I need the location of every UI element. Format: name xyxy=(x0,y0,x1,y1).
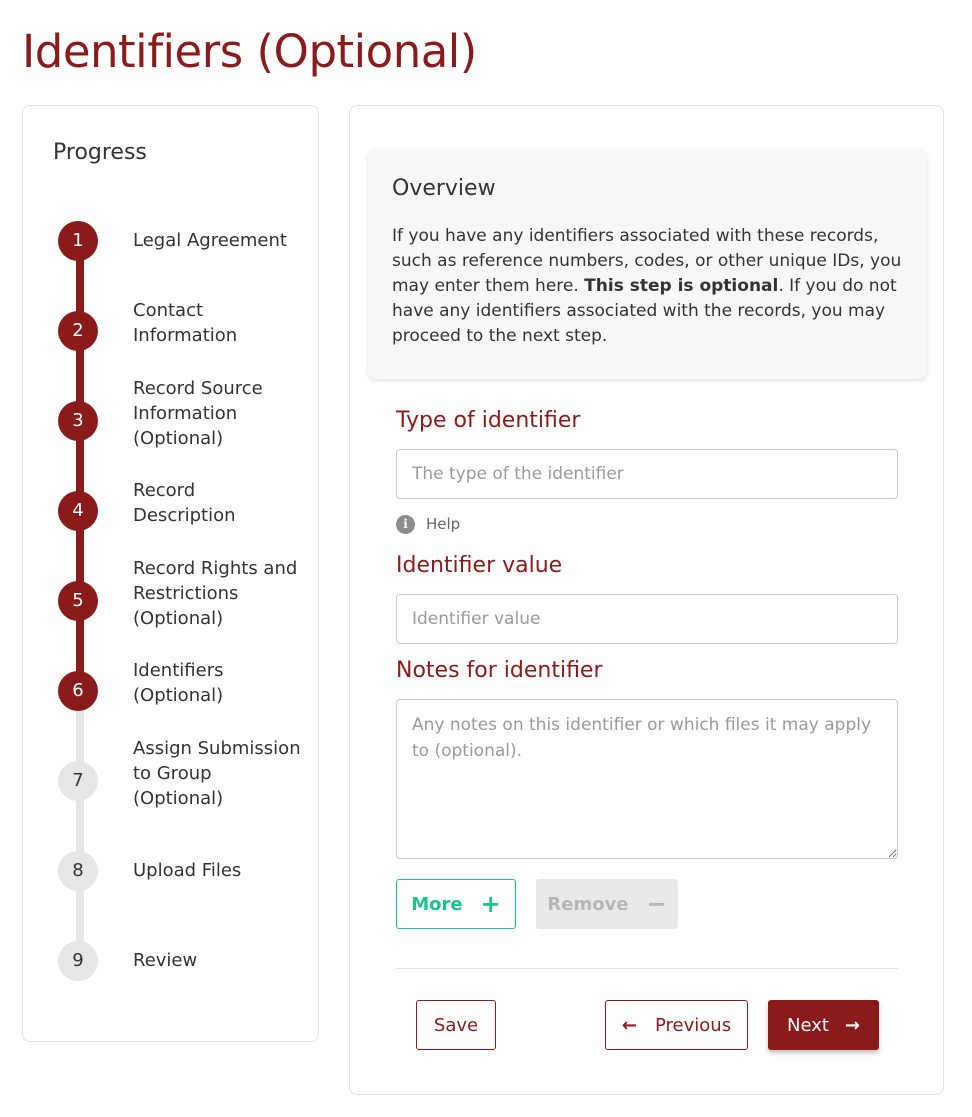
info-icon: i xyxy=(396,515,415,534)
step-number-badge: 1 xyxy=(58,221,98,261)
save-button[interactable] xyxy=(416,1000,496,1050)
remove-button[interactable] xyxy=(536,879,678,929)
progress-step-6[interactable] xyxy=(58,660,308,711)
step-number-badge: 4 xyxy=(58,491,98,531)
progress-step-5[interactable] xyxy=(58,558,308,629)
progress-line-complete xyxy=(76,241,84,691)
progress-heading: Progress xyxy=(53,140,147,165)
form-divider xyxy=(396,968,898,969)
next-button-label: Next xyxy=(786,1014,829,1036)
step-number-badge: 5 xyxy=(58,581,98,621)
previous-button-label: Previous xyxy=(655,1014,732,1036)
overview-panel xyxy=(368,148,927,379)
step-label: Review xyxy=(133,950,198,971)
step-label: Assign Submission to Group (Optional) xyxy=(133,738,301,809)
type-of-identifier-input[interactable] xyxy=(396,449,898,499)
identifiers-form-card xyxy=(349,105,944,1095)
help-link[interactable] xyxy=(396,513,460,535)
remove-button-label: Remove xyxy=(547,893,629,915)
more-button[interactable] xyxy=(396,879,516,929)
step-label: Record Rights and Restrictions (Optional) xyxy=(133,558,298,629)
progress-panel xyxy=(22,105,319,1042)
plus-icon: + xyxy=(480,890,501,918)
overview-text xyxy=(392,224,903,349)
step-number-badge: 6 xyxy=(58,671,98,711)
step-label: Contact Information xyxy=(133,300,238,346)
arrow-left-icon: ← xyxy=(621,1014,637,1036)
overview-title: Overview xyxy=(392,176,496,201)
previous-button[interactable] xyxy=(605,1000,748,1050)
progress-step-4[interactable] xyxy=(58,480,308,531)
step-label: Legal Agreement xyxy=(133,230,287,251)
progress-step-9[interactable] xyxy=(58,941,308,981)
progress-step-2[interactable] xyxy=(58,300,308,351)
type-of-identifier-label: Type of identifier xyxy=(396,408,581,433)
step-label: Identifiers (Optional) xyxy=(133,660,224,706)
more-button-label: More xyxy=(411,893,463,915)
progress-step-1[interactable] xyxy=(58,221,308,261)
next-button[interactable] xyxy=(768,1000,879,1050)
minus-icon: − xyxy=(646,890,667,918)
arrow-right-icon: → xyxy=(844,1014,861,1036)
step-number-badge: 2 xyxy=(58,311,98,351)
identifier-value-label: Identifier value xyxy=(396,553,563,578)
notes-for-identifier-label: Notes for identifier xyxy=(396,658,603,683)
step-number-badge: 3 xyxy=(58,401,98,441)
step-number-badge: 9 xyxy=(58,941,98,981)
overview-text-outro: . If you do not have any identifiers associated with the records, you may proceed to the next step. xyxy=(392,276,897,346)
progress-step-7[interactable] xyxy=(58,738,308,809)
page-title: Identifiers (Optional) xyxy=(22,25,477,78)
step-label: Upload Files xyxy=(133,860,242,881)
step-label: Record Source Information (Optional) xyxy=(133,378,263,449)
step-number-badge: 7 xyxy=(58,761,98,801)
progress-step-8[interactable] xyxy=(58,851,308,891)
progress-step-3[interactable] xyxy=(58,378,308,449)
step-number-badge: 8 xyxy=(58,851,98,891)
save-button-label: Save xyxy=(433,1014,479,1036)
identifier-value-input[interactable] xyxy=(396,594,898,644)
overview-text-emphasis: This step is optional xyxy=(584,276,779,296)
overview-text-intro: If you have any identifiers associated with these records, such as reference numbers, codes, or other unique IDs, you may enter them here. xyxy=(392,226,902,296)
progress-line-remaining xyxy=(76,691,84,961)
notes-for-identifier-textarea[interactable] xyxy=(396,699,898,859)
help-label: Help xyxy=(426,515,461,533)
step-label: Record Description xyxy=(133,480,236,526)
